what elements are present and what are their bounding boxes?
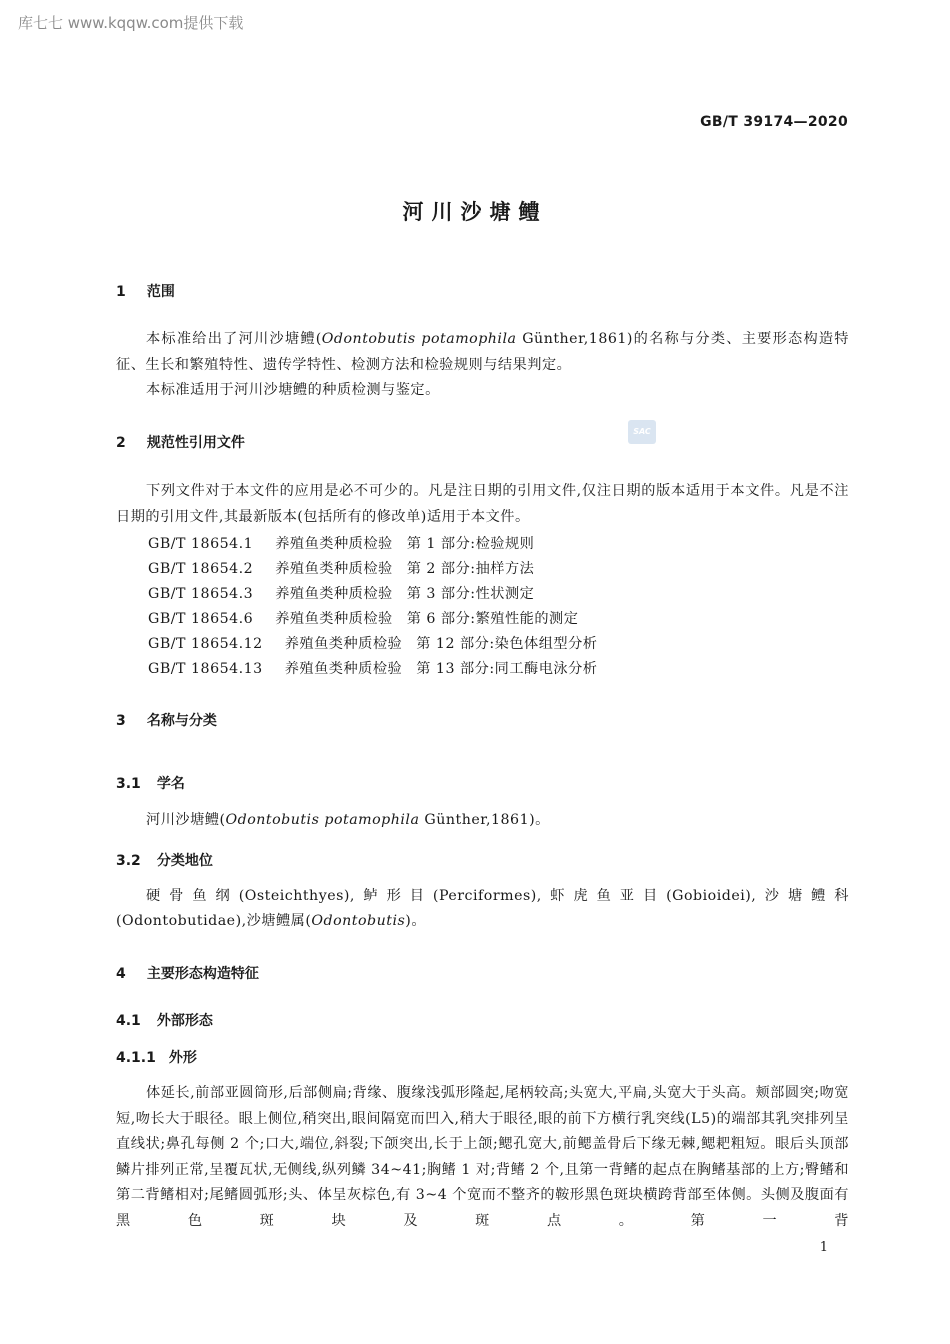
section-number: 4 bbox=[116, 966, 126, 982]
section-title: 分类地位 bbox=[156, 853, 213, 869]
latin-name: Odontobutis potamophila bbox=[225, 812, 420, 828]
references-intro: 下列文件对于本文件的应用是必不可少的。凡是注日期的引用文件,仅注日期的版本适用于本文件。凡是不注日期的引用文件,其最新版本(包括所有的修改单)适用于本文件。 bbox=[116, 483, 849, 525]
section-title: 主要形态构造特征 bbox=[146, 966, 259, 982]
watermark-text: 库七七 www.kqqw.com提供下载 bbox=[18, 14, 244, 32]
section-4-1-heading bbox=[116, 1010, 213, 1030]
section-4-1-1-heading bbox=[116, 1047, 197, 1067]
reference-item: GB/T 18654.2 养殖鱼类种质检验 第 2 部分:抽样方法 bbox=[148, 561, 535, 577]
scope-paragraph-2: 本标准适用于河川沙塘鳢的种质检测与鉴定。 bbox=[146, 382, 440, 398]
section-4-heading bbox=[116, 963, 259, 983]
reference-item: GB/T 18654.12 养殖鱼类种质检验 第 12 部分:染色体组型分析 bbox=[148, 636, 598, 652]
latin-name: Odontobutis potamophila bbox=[321, 331, 517, 347]
reference-item: GB/T 18654.13 养殖鱼类种质检验 第 13 部分:同工酶电泳分析 bbox=[148, 661, 598, 677]
section-title: 名称与分类 bbox=[146, 713, 217, 729]
section-title: 规范性引用文件 bbox=[146, 435, 245, 451]
section-number: 4.1 bbox=[116, 1013, 141, 1029]
scientific-name-paragraph: 河川沙塘鳢(Odontobutis potamophila Günther,1861)。 bbox=[146, 812, 550, 828]
scope-paragraph-1: 本标准给出了河川沙塘鳢(Odontobutis potamophila Günther,1861)的名称与分类、主要形态构造特征、生长和繁殖特性、遗传学特性、检测方法和检验规则与结果判定。 bbox=[116, 331, 849, 373]
section-title: 学名 bbox=[156, 776, 185, 792]
reference-item: GB/T 18654.3 养殖鱼类种质检验 第 3 部分:性状测定 bbox=[148, 586, 535, 602]
section-title: 外部形态 bbox=[156, 1013, 213, 1029]
section-number: 3 bbox=[116, 713, 126, 729]
section-number: 4.1.1 bbox=[116, 1050, 156, 1066]
section-number: 1 bbox=[116, 284, 126, 300]
sac-logo: SAC bbox=[628, 420, 656, 444]
section-number: 2 bbox=[116, 435, 126, 451]
section-number: 3.1 bbox=[116, 776, 141, 792]
reference-item: GB/T 18654.1 养殖鱼类种质检验 第 1 部分:检验规则 bbox=[148, 536, 535, 552]
classification-line-1: 硬骨鱼纲(Osteichthyes),鲈形目(Perciformes),虾虎鱼亚目(Gobioidei),沙塘鳢科 bbox=[146, 888, 849, 904]
reference-item: GB/T 18654.6 养殖鱼类种质检验 第 6 部分:繁殖性能的测定 bbox=[148, 611, 579, 627]
external-shape-paragraph: 体延长,前部亚圆筒形,后部侧扁;背缘、腹缘浅弧形隆起,尾柄较高;头宽大,平扁,头宽大于头高。颊部圆突;吻宽短,吻长大于眼径。眼上侧位,稍突出,眼间隔宽而凹入,稍大于眼径,眼的前下方横行乳突线(L5)的端部其乳突排列呈直线状;鼻孔每侧 2 个;口大,端位,斜裂;下颌突出,长于上颌;鳃孔宽大,前鳃盖骨后下缘无棘,鳃耙粗短。眼后头顶部鳞片排列正常,呈覆瓦状,无侧线,纵列鳞 34~41;胸鳍 1 对;背鳍 2 个,且第一背鳍的起点在胸鳍基部的上方;臀鳍和第二背鳍相对;尾鳍圆弧形;头、体呈灰棕色,有 3~4 个宽而不整齐的鞍形黑色斑块横跨背部至体侧。头侧及腹面有黑色斑块及斑点。第一背 bbox=[116, 1085, 849, 1229]
latin-genus: Odontobutis bbox=[311, 913, 406, 929]
section-3-2-heading bbox=[116, 850, 213, 870]
section-title: 外形 bbox=[168, 1050, 197, 1066]
document-title: 河川沙塘鳢 bbox=[402, 200, 548, 224]
section-number: 3.2 bbox=[116, 853, 141, 869]
section-title: 范围 bbox=[146, 284, 175, 300]
page-number: 1 bbox=[819, 1240, 828, 1255]
section-2-heading bbox=[116, 432, 245, 452]
section-3-1-heading bbox=[116, 773, 185, 793]
section-3-heading bbox=[116, 710, 217, 730]
section-1-heading bbox=[116, 281, 175, 301]
standard-code: GB/T 39174—2020 bbox=[700, 114, 848, 130]
classification-line-2: (Odontobutidae),沙塘鳢属(Odontobutis)。 bbox=[116, 913, 427, 929]
